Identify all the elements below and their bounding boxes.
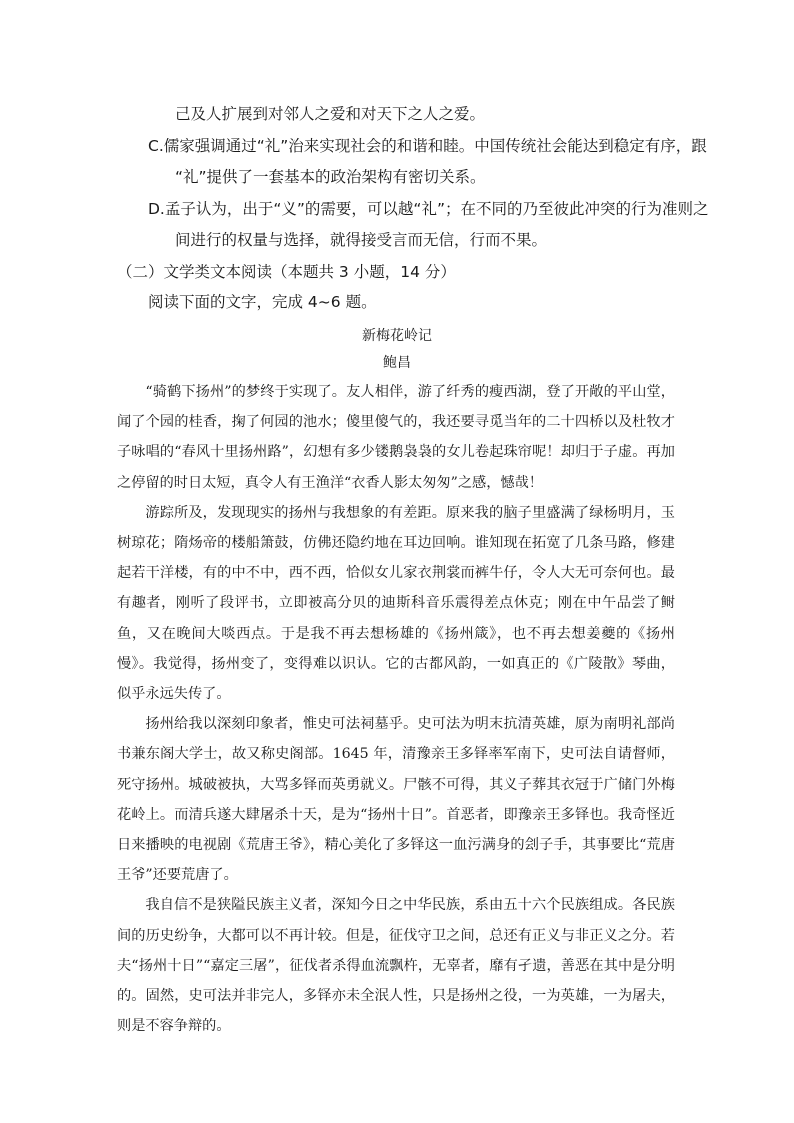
option-d-line-2: 间进行的权量与选择，就得接受言而无信，行而不果。 xyxy=(175,231,548,249)
option-c-line-1: C.儒家强调通过“礼”治来实现社会的和谐和睦。中国传统社会能达到稳定有序，跟 xyxy=(148,137,707,155)
article-paragraph-3: 扬州给我以深刻印象者，惟史可法祠墓乎。史可法为明末抗清英雄，原为南明礼部尚书兼东阁大学士，故又称史阁部。1645 年，清豫亲王多铎率军南下，史可法自请督师，死守扬州。城破被执，大骂多铎而英勇就义。尸骸不可得，其义子葬其衣冠于广储门外梅花岭上。而清兵遂大肆屠杀十天，是为“扬州十日”。首恶者，即豫亲王多铎也。我奇怪近日来播映的电视剧《荒唐王爷》，精心美化了多铎这一血污满身的刽子手，其事要比“荒唐王爷”还要荒唐了。 xyxy=(117,716,675,884)
option-c-line-2: “礼”提供了一套基本的政治架构有密切关系。 xyxy=(175,168,486,186)
article-paragraph-2: 游踪所及，发现现实的扬州与我想象的有差距。原来我的脑子里盛满了绿杨明月，玉树琼花；隋炀帝的楼船箫鼓，仿佛还隐约地在耳边回响。谁知现在拓宽了几条马路，修建起若干洋楼，有的中不中，西不西，恰似女儿家衣荆裳而裤牛仔，令人大无可奈何也。最有趣者，刚听了段评书，立即被高分贝的迪斯科音乐震得差点休克；刚在中午品尝了鲥鱼，又在晚间大啖西点。于是我不再去想杨雄的《扬州箴》，也不再去想姜夔的《扬州慢》。我觉得，扬州变了，变得难以识认。它的古都风韵，一如真正的《广陵散》琴曲，似乎永远失传了。 xyxy=(117,504,675,703)
article-author: 鲍昌 xyxy=(383,355,411,371)
article-paragraph-4: 我自信不是狭隘民族主义者，深知今日之中华民族，系由五十六个民族组成。各民族间的历史纷争，大都可以不再计较。但是，征伐守卫之间，总还有正义与非正义之分。若夫“扬州十日”“嘉定三屠”，征伐者杀得血流飘杵，无辜者，靡有孑遗，善恶在其中是分明的。固然，史可法并非完人，多铎亦未全泯人性，只是扬州之役，一为英雄，一为屠夫，则是不容争辩的。 xyxy=(117,897,675,1035)
section-heading: （二）文学类文本阅读（本题共 3 小题，14 分） xyxy=(117,263,456,281)
article-title: 新梅花岭记 xyxy=(362,328,432,344)
article-paragraph-1: “骑鹤下扬州”的梦终于实现了。友人相伴，游了纤秀的瘦西湖，登了开敞的平山堂，闻了个园的桂香，掬了何园的池水；傻里傻气的，我还要寻觅当年的二十四桥以及杜牧才子咏唱的“春风十里扬州路”，幻想有多少镂鹅袅袅的女儿卷起珠帘呢！却归于子虚。再加之停留的时日太短，真令人有王渔洋“衣香人影太匆匆”之感，憾哉！ xyxy=(117,384,675,491)
option-b-continuation: 己及人扩展到对邻人之爱和对天下之人之爱。 xyxy=(175,105,486,123)
option-d-line-1: D.孟子认为，出于“义”的需要，可以越“礼”；在不同的乃至彼此冲突的行为准则之 xyxy=(148,200,709,218)
article-body xyxy=(117,377,675,1041)
section-instruction: 阅读下面的文字，完成 4~6 题。 xyxy=(148,293,377,311)
